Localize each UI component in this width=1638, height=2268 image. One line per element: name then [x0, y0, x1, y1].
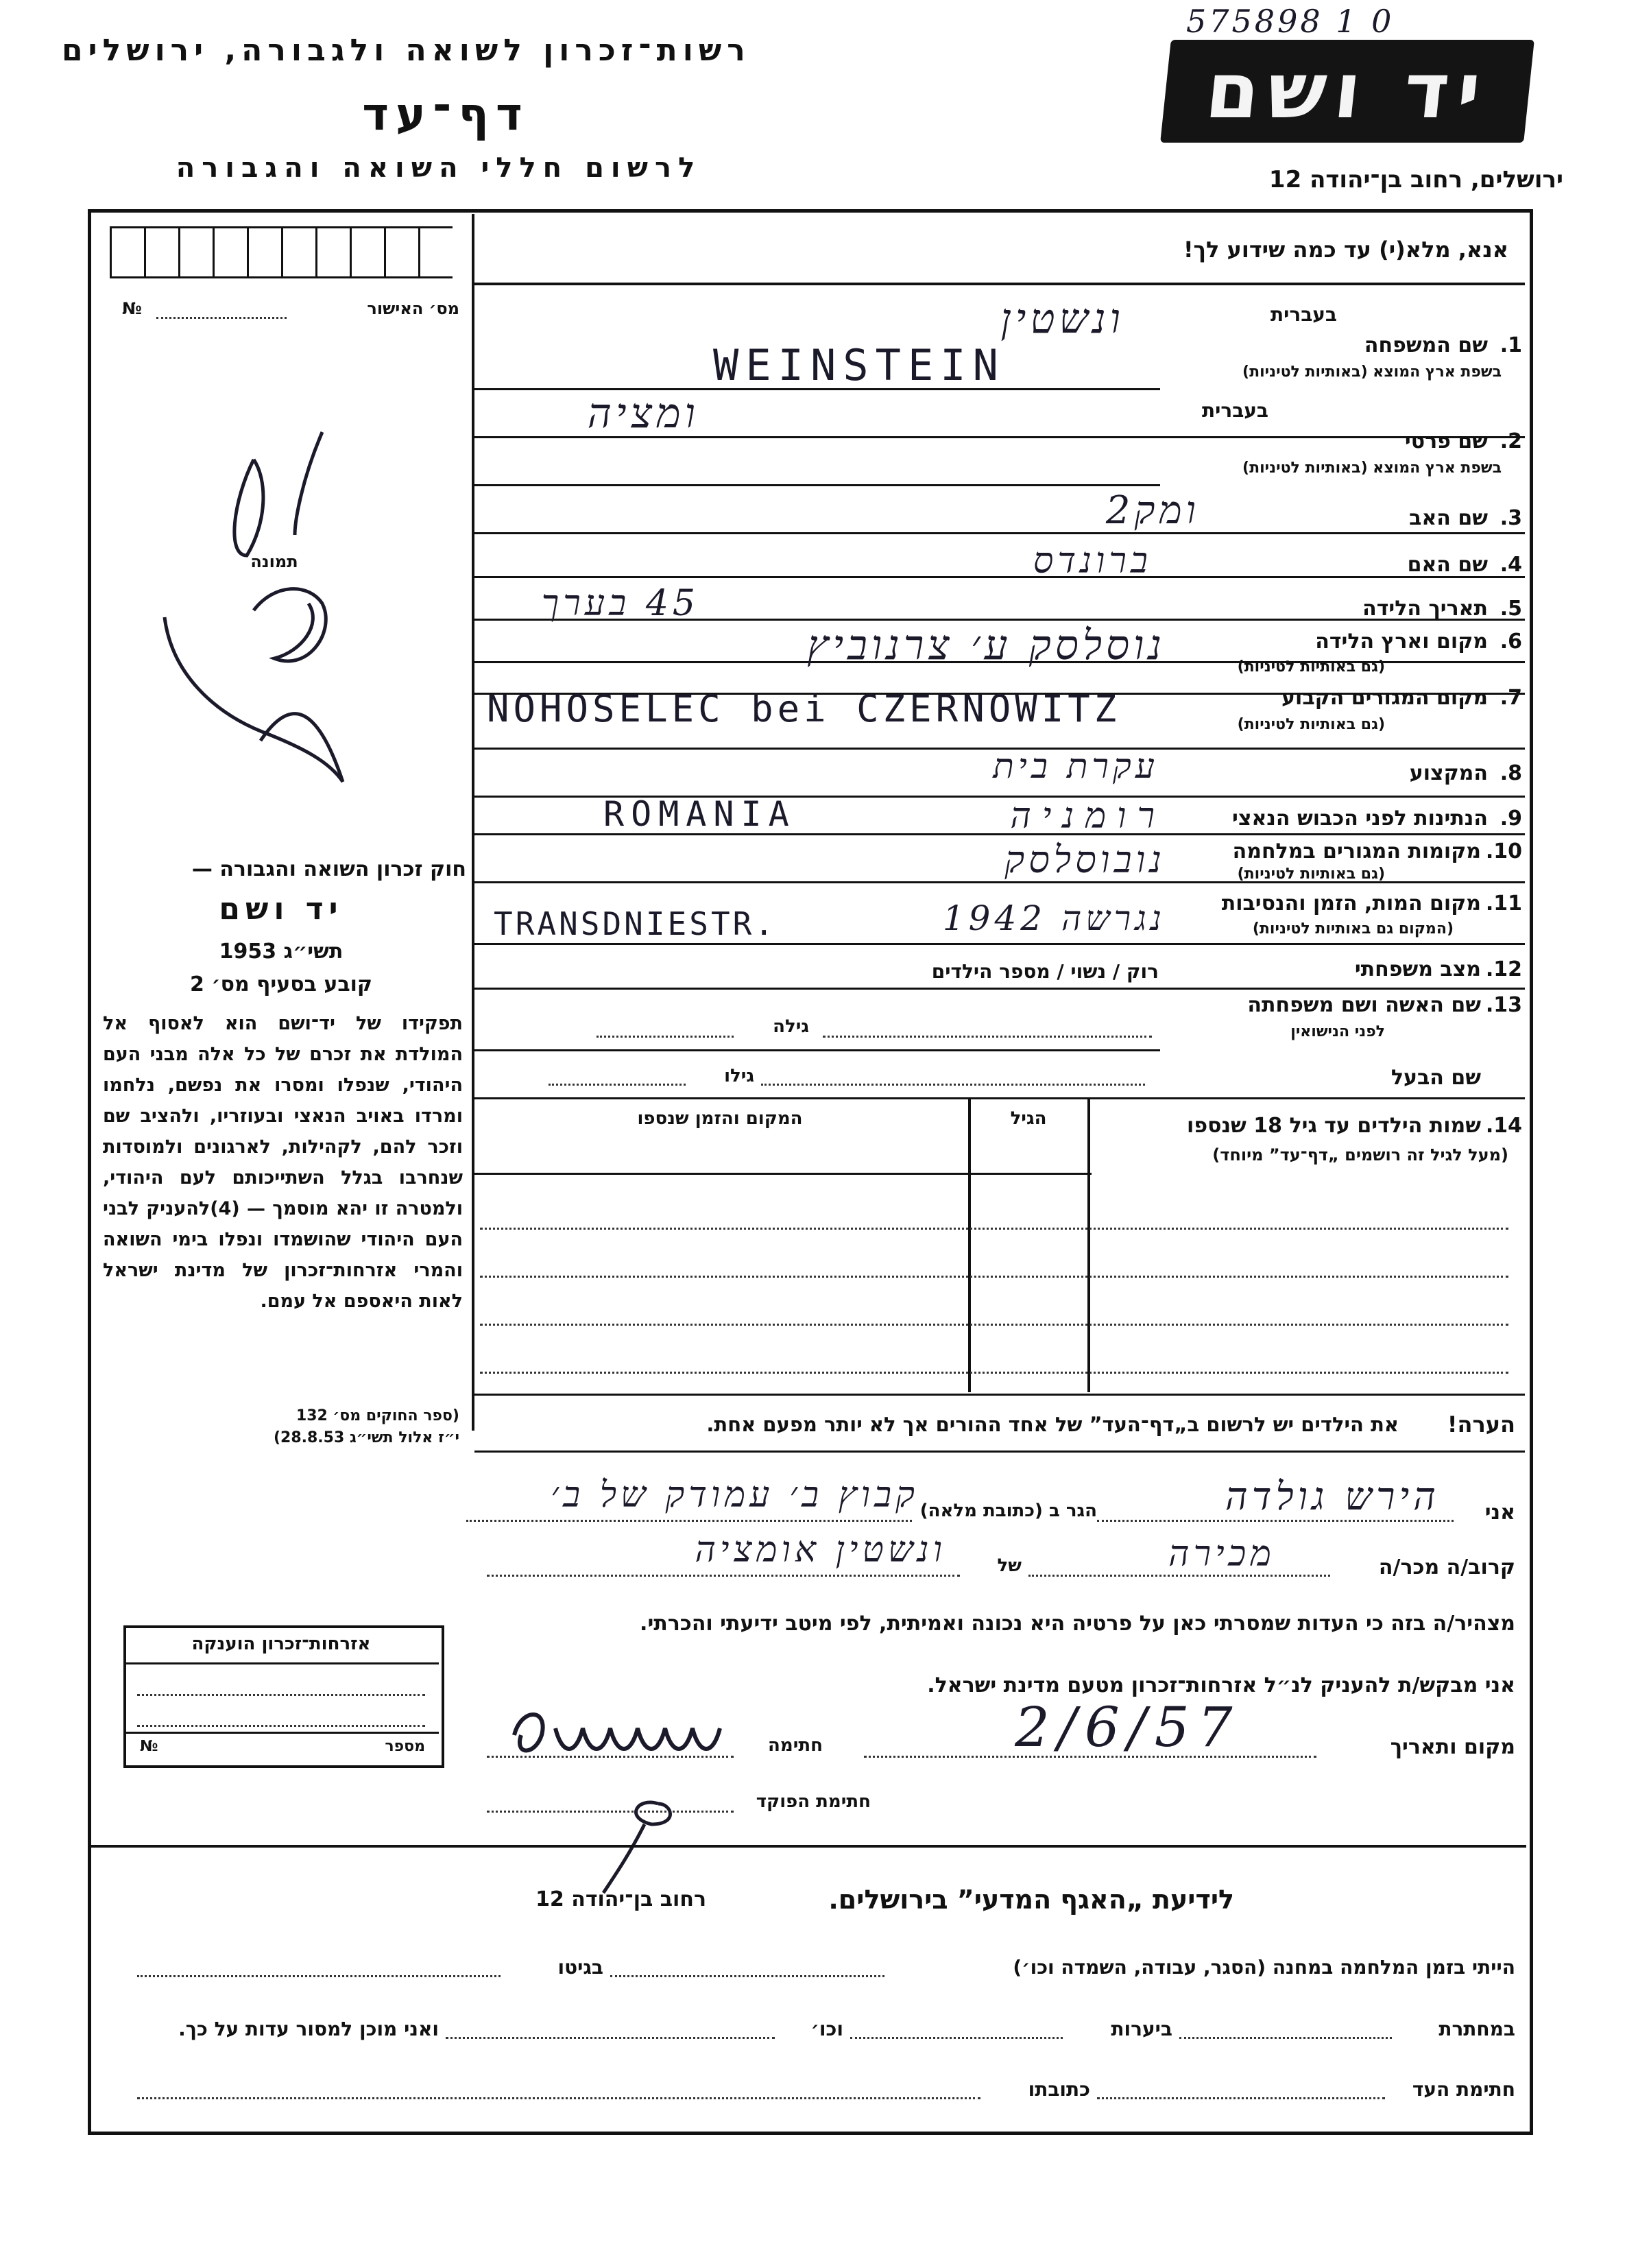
children-sub: (מעל לגיל זה רושמים „דף־עד” מיוחד)	[1212, 1145, 1508, 1165]
row-rule-14	[474, 1097, 1525, 1099]
decl-relative-label: קרוב/ה מכר/ה	[1378, 1555, 1515, 1579]
photo-area	[96, 357, 466, 809]
field-12-number: 12.	[1485, 957, 1522, 981]
law-title: חוק זכרון השואה והגבורה —	[191, 857, 466, 881]
children-label: שמות הילדים עד גיל 18 שנספו	[1187, 1114, 1481, 1138]
footer-witness-dotted	[1097, 2097, 1385, 2099]
citizenship-line-2	[137, 1725, 425, 1727]
field-8-label: המקצוע	[1409, 761, 1488, 785]
children-header-rule	[474, 1173, 1092, 1175]
footer-line-1: הייתי בזמן המלחמה במחנה (הסגר, עבודה, השמדה וכו׳)	[1013, 1956, 1515, 1979]
officer-signature	[576, 1776, 713, 1900]
children-number: 14.	[1485, 1114, 1522, 1138]
photo-label: תמונה	[250, 552, 298, 571]
in-hebrew-1: בעברית	[1270, 303, 1337, 326]
field-5-value: 45 בערך	[541, 583, 699, 624]
field-10-sub: (גם באותיות לטיניות)	[1237, 866, 1385, 883]
field-11-label: מקום המות, הזמן והנסיבות	[1221, 892, 1481, 916]
children-row-4	[480, 1372, 1508, 1374]
field-7-value: NOHOSELEC bei CZERNOWITZ	[487, 687, 1121, 730]
approval-label: מס׳ האישור	[367, 299, 459, 318]
serial-handwritten: 575898 1 0	[1186, 3, 1395, 40]
field-8-number: 8.	[1500, 761, 1522, 785]
children-col-divider-2	[968, 1097, 971, 1392]
form-subtitle: לרשום חללי השואה והגבורה	[176, 152, 702, 184]
field-10-value: נובוסלסק	[1004, 838, 1166, 881]
footer-title: לידיעת „האגף המדעי” בירושלים.	[828, 1885, 1234, 1915]
field-11-value: נגרשה 1942	[942, 898, 1166, 938]
field-1-value: ונשטין	[1000, 295, 1124, 343]
decl-of-dotted	[487, 1575, 960, 1577]
footer-address-label: כתובתו	[1028, 2078, 1090, 2101]
authority-line: רשות־זכרון לשואה ולגבורה, ירושלים	[62, 33, 751, 68]
field-2-value: ומציה	[587, 390, 699, 438]
field-1-value-latin: WEINSTEIN	[713, 340, 1005, 390]
row-rule-12	[474, 988, 1525, 990]
field-12-label: מצב משפחתי	[1354, 957, 1481, 981]
citizenship-number-rule	[126, 1732, 439, 1734]
law-clause: קובע בסעיף מס׳ 2	[189, 972, 373, 996]
yad-vashem-logo: יד ושם	[1160, 40, 1534, 143]
field-1-number: 1.	[1500, 333, 1522, 357]
husband-dotted	[761, 1084, 1145, 1086]
in-hebrew-2: בעברית	[1201, 399, 1268, 422]
header-address: ירושלים, רחוב בן־יהודה 12	[1268, 166, 1563, 193]
field-3-value: ומק2	[1105, 488, 1200, 533]
footer-etc: וכו׳	[810, 2018, 843, 2040]
children-row-3	[480, 1324, 1508, 1326]
approval-dotted-line	[156, 317, 287, 319]
intro-text: אנא, מלא(י) עד כמה שידוע לך!	[1183, 237, 1508, 263]
decl-date-value: 2/6/57	[1015, 1695, 1241, 1759]
footer-ready: ואני מוכן למסור עדות על כך.	[178, 2018, 439, 2040]
note-title: הערה!	[1447, 1411, 1515, 1437]
citizenship-number-sign: №	[140, 1738, 158, 1755]
field-13-dotted	[823, 1036, 1152, 1038]
decl-relation-dotted	[1028, 1575, 1330, 1577]
row-rule-2b	[474, 532, 1525, 534]
law-logo: יד ושם	[219, 892, 344, 927]
decl-place-date-label: מקום ותאריך	[1390, 1735, 1515, 1759]
field-1-label: שם המשפחה	[1364, 333, 1488, 357]
footer-address: רחוב בן־יהודה 12	[535, 1887, 706, 1911]
footer-etc-dotted	[446, 2037, 775, 2039]
citizenship-number-label: מספר	[385, 1738, 425, 1755]
field-5-label: תאריך הלידה	[1362, 597, 1488, 621]
footer-witness-sig: חתימת העד	[1412, 2078, 1515, 2101]
field-9-label: הנתינות לפני הכבוש הנאצי	[1232, 807, 1488, 831]
decl-relation-value: מכירה	[1168, 1533, 1275, 1575]
field-13-age-dotted	[597, 1036, 734, 1038]
decl-of-value: ונשטין אומציה	[695, 1529, 946, 1571]
decl-address-dotted	[466, 1520, 912, 1522]
decl-of: של	[997, 1555, 1022, 1576]
decl-statement: מצהיר/ה בזה כי העדות שמסרתי כאן על פרטיה היא נכונה ואמיתית, לפי מיטב ידיעתי והכרתי.	[640, 1612, 1515, 1636]
field-5-number: 5.	[1500, 597, 1522, 621]
decl-name-dotted	[1097, 1520, 1454, 1522]
field-3-number: 3.	[1500, 506, 1522, 530]
field-6-value: נוסלסק ע׳ צרנוביץ	[807, 621, 1166, 669]
witness-signature	[494, 1694, 754, 1776]
field-6-label: מקום וארץ הלידה	[1315, 630, 1488, 654]
decl-name-value: הירש גולדה	[1225, 1475, 1440, 1519]
field-7-number: 7.	[1500, 686, 1522, 710]
decl-resides-label: הגר ב (כתובת מלאה)	[919, 1501, 1097, 1521]
field-4-value: ברונדס	[1033, 540, 1152, 582]
field-10-label: מקומות המגורים במלחמה	[1232, 839, 1481, 863]
husband-label: שם הבעל	[1390, 1066, 1481, 1090]
husband-age-label: גילו	[724, 1066, 754, 1086]
footer-forests: ביערות	[1111, 2018, 1172, 2040]
field-9-value-latin: ROMANIA	[603, 794, 796, 834]
footer-top-rule	[91, 1845, 1526, 1848]
citizenship-title: אזרחות־זכרון הוענקה	[191, 1634, 371, 1654]
field-4-label: שם האם	[1407, 553, 1488, 577]
field-13-age-label: גילה	[773, 1016, 809, 1037]
field-1-sub: בשפת ארץ המוצא (באותיות לטיניות)	[1242, 363, 1502, 381]
husband-age-dotted	[549, 1084, 686, 1086]
field-2-label: שם פרטי	[1404, 429, 1488, 453]
field-11-sub: (המקום גם באותיות לטיניות)	[1252, 920, 1454, 938]
field-13-label: שם האשה ושם משפחתה	[1247, 993, 1481, 1017]
footer-forests-dotted	[850, 2037, 1063, 2039]
field-6-sub: (גם באותיות לטיניות)	[1237, 658, 1385, 676]
field-3-label: שם האב	[1409, 506, 1488, 530]
approval-number-sign: №	[122, 299, 142, 318]
field-2-number: 2.	[1500, 429, 1522, 453]
field-7-label: מקום המגורים הקבוע	[1281, 686, 1488, 710]
field-6-number: 6.	[1500, 630, 1522, 654]
form-title: דף־עד	[362, 88, 529, 141]
field-4-number: 4.	[1500, 553, 1522, 577]
field-11-number: 11.	[1485, 892, 1522, 916]
left-column-divider	[472, 214, 474, 1431]
field-9-value: רומניה	[1010, 796, 1166, 837]
footer-ghetto: בגיטו	[557, 1956, 603, 1979]
field-10-number: 10.	[1485, 839, 1522, 863]
field-7-sub: (גם באותיות לטיניות)	[1237, 716, 1385, 733]
row-rule-2	[474, 484, 1160, 486]
decl-request: אני מבקש/ת להעניק לנ״ל אזרחות־זכרון מטעם מדינת ישראל.	[927, 1673, 1515, 1697]
field-12-value: רוק / נשוי / מספר הילדים	[931, 960, 1159, 983]
note-bottom-rule	[474, 1451, 1525, 1453]
decl-ani: אני	[1484, 1501, 1515, 1525]
decl-officer-signature: חתימת הפוקד	[756, 1791, 871, 1812]
children-col-divider-1	[1087, 1097, 1090, 1392]
row-rule-11	[474, 943, 1525, 945]
intro-underline	[474, 283, 1525, 285]
approval-grid	[110, 226, 453, 274]
children-col-age: הגיל	[1010, 1108, 1047, 1129]
footer-underground: במחתרת	[1438, 2018, 1515, 2040]
row-rule-13	[474, 1049, 1160, 1051]
law-ref-2: י״ז אלול תשי״ג 28.8.53)	[273, 1429, 459, 1446]
citizenship-line-1	[137, 1694, 425, 1696]
footer-line-1-dotted	[610, 1975, 884, 1977]
footer-ghetto-dotted	[137, 1975, 501, 1977]
field-8-value: עקרת בית	[993, 746, 1159, 786]
law-ref-1: (ספר החוקים מס׳ 132	[296, 1407, 459, 1424]
footer-address-dotted	[137, 2097, 980, 2099]
field-13-number: 13.	[1485, 993, 1522, 1017]
photo-scribble	[96, 357, 466, 809]
field-2-sub: בשפת ארץ המוצא (באותיות לטיניות)	[1242, 459, 1502, 477]
law-year: תשי״ג 1953	[219, 940, 344, 964]
note-text: את הילדים יש לרשום ב„דף־העד” של אחד ההורים אך לא יותר מפעם אחת.	[706, 1413, 1399, 1436]
note-top-rule	[474, 1394, 1525, 1396]
field-9-number: 9.	[1500, 807, 1522, 831]
law-body: תפקידו של יד־ושם הוא לאסוף אל המולדת את זכרם של כל אלה מבני העם היהודי, שנפלו ומסרו את נפשם, נלחמו ומרדו באויב הנאצי ובעוזריו, ולהציב שם וזכר להם, לקהילות, לארגונים ולמוסדות שנחרבו בגלל השתייכותם לעם היהודי, ולמטרה זו יהא מוסמך — (4)להעניק לבני העם היהודי שהושמדו ונפלו בימי השואה והמרי אזרחות־זכרון של מדינת ישראל לאות היאספם אל עמם.	[103, 1013, 463, 1312]
children-row-2	[480, 1276, 1508, 1278]
decl-address-value: קבוץ ב׳ עמודק של ב׳	[551, 1475, 919, 1516]
decl-signature-label: חתימה	[768, 1735, 823, 1756]
citizenship-title-rule	[126, 1662, 439, 1664]
children-col-place: המקום והזמן שנספו	[637, 1108, 803, 1129]
field-11-value-latin: TRANSDNIESTR.	[494, 905, 777, 942]
field-13-sub: לפני הנישואין	[1290, 1023, 1385, 1040]
footer-underground-dotted	[1179, 2037, 1392, 2039]
children-row-1	[480, 1228, 1508, 1230]
